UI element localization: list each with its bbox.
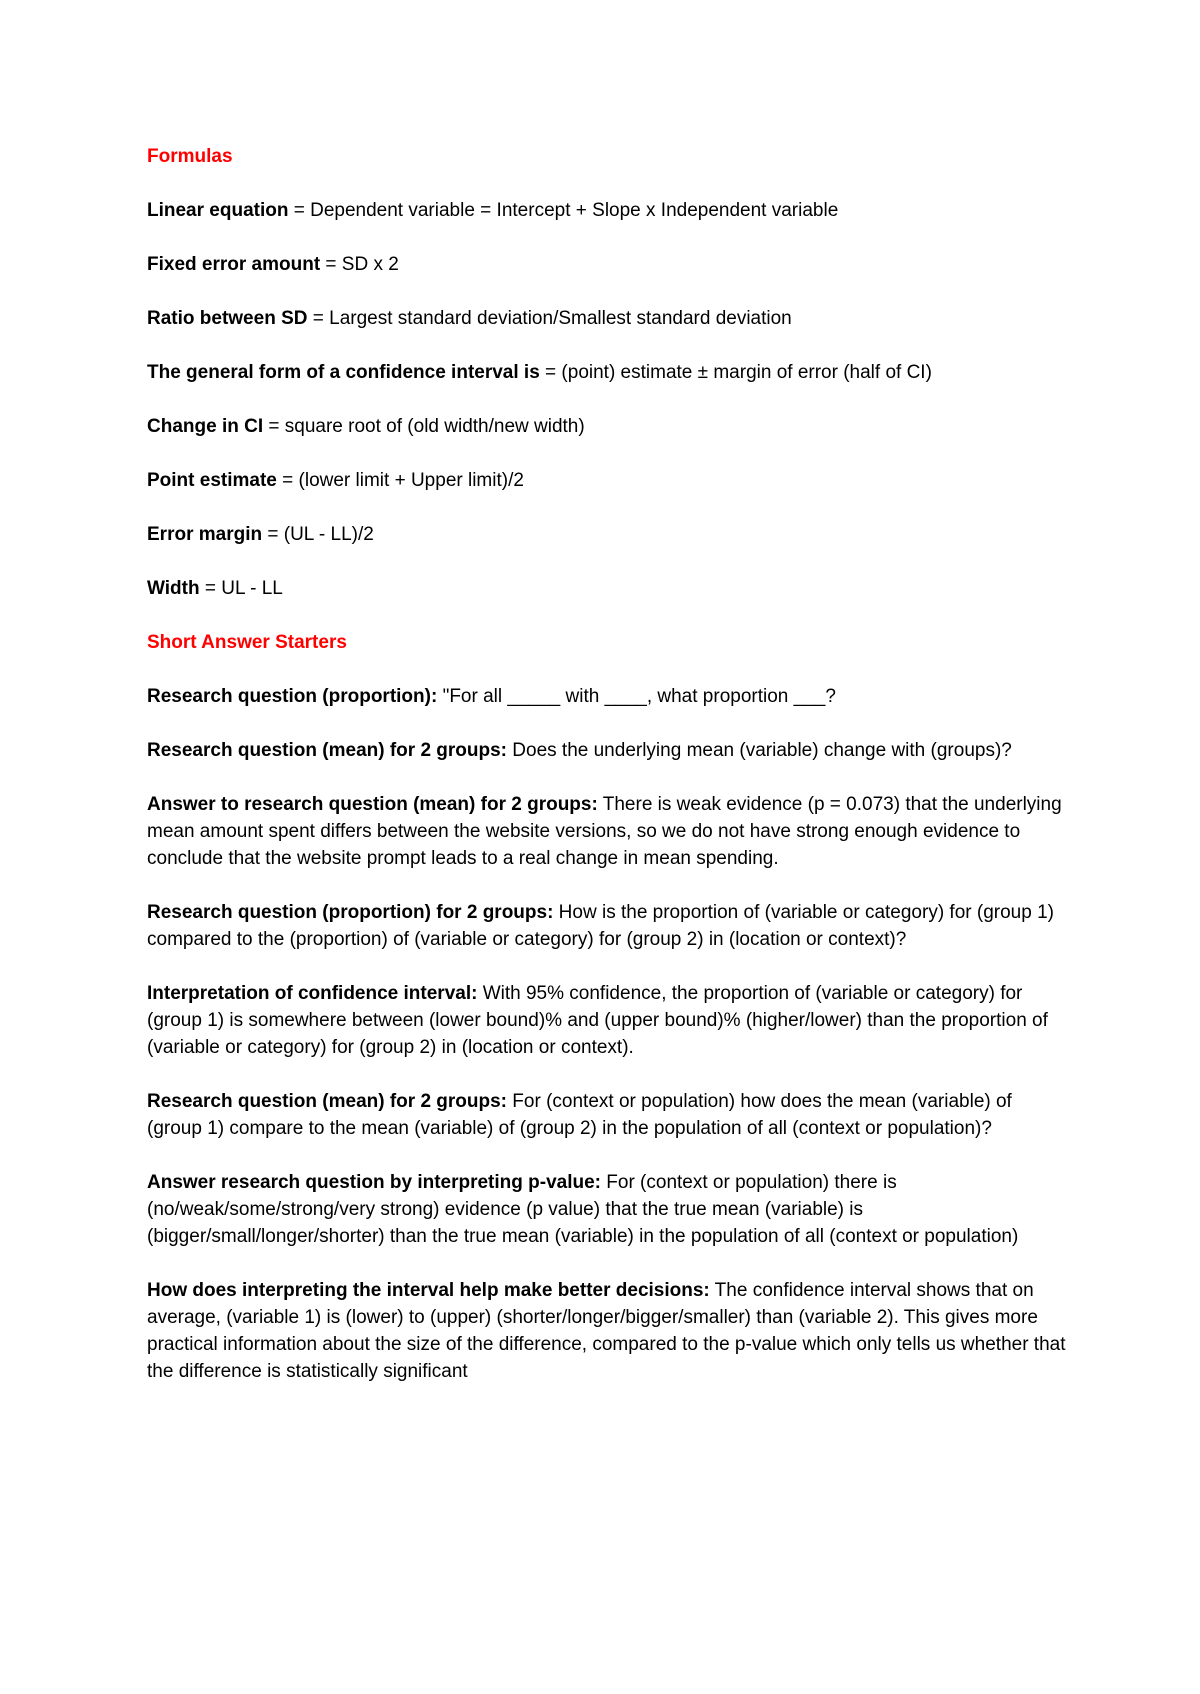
formula-text: = (lower limit + Upper limit)/2 xyxy=(276,470,524,491)
starter-research-question-proportion xyxy=(147,683,1067,710)
formula-ratio-between-sd xyxy=(147,305,1067,332)
formula-change-in-ci xyxy=(147,413,1067,440)
formula-linear-equation xyxy=(147,197,1067,224)
formula-text: = Dependent variable = Intercept + Slope x Independent variable xyxy=(288,200,839,221)
formula-fixed-error-amount xyxy=(147,251,1067,278)
formula-text: = (UL - LL)/2 xyxy=(262,524,374,545)
starter-answer-by-p-value xyxy=(147,1169,1067,1250)
starter-research-question-proportion-2-groups xyxy=(147,899,1067,953)
starter-text: How is the proportion of (variable or category) for (group 1) compared to the (proportion) of (variable or category) for (group 2) in (location or context)? xyxy=(147,902,1054,950)
formulas-heading: Formulas xyxy=(147,146,233,167)
starter-term: How does interpreting the interval help make better decisions: xyxy=(147,1280,710,1301)
starter-research-question-mean-2-groups xyxy=(147,737,1067,764)
starter-text: With 95% confidence, the proportion of (variable or category) for (group 1) is somewhere between (lower bound)% and (upper bound)% (higher/lower) than the proportion of (variable or category) for (group 2) in (location or context). xyxy=(147,983,1048,1058)
formula-width xyxy=(147,575,1067,602)
short-answer-starters-heading: Short Answer Starters xyxy=(147,632,347,653)
starter-term: Research question (mean) for 2 groups: xyxy=(147,1091,508,1112)
formula-term: The general form of a confidence interval is xyxy=(147,362,540,383)
starter-term: Research question (proportion) for 2 groups: xyxy=(147,902,554,923)
starter-text: For (context or population) how does the mean (variable) of (group 1) compare to the mean (variable) of (group 2) in the population of all (context or population)? xyxy=(147,1091,1012,1139)
formula-term: Width xyxy=(147,578,200,599)
starter-text: The confidence interval shows that on average, (variable 1) is (lower) to (upper) (shorter/longer/bigger/smaller) than (variable 2). This gives more practical information about the size of the difference, compared to the p-value which only tells us whether that the difference is statistically significant xyxy=(147,1280,1066,1382)
starter-term: Interpretation of confidence interval: xyxy=(147,983,478,1004)
starter-text: For (context or population) there is (no/weak/some/strong/very strong) evidence (p value) that the true mean (variable) is (bigger/small/longer/shorter) than the true mean (variable) in the population of all (context or population) xyxy=(147,1172,1019,1247)
starter-term: Answer to research question (mean) for 2 groups: xyxy=(147,794,598,815)
starter-term: Answer research question by interpreting p-value: xyxy=(147,1172,601,1193)
document-page xyxy=(147,143,1067,1412)
starter-text: There is weak evidence (p = 0.073) that the underlying mean amount spent differs between the website versions, so we do not have strong enough evidence to conclude that the website prompt leads to a real change in mean spending. xyxy=(147,794,1062,869)
formula-text: = (point) estimate ± margin of error (half of CI) xyxy=(539,362,932,383)
formula-term: Linear equation xyxy=(147,200,289,221)
starter-research-question-mean-2-groups-context xyxy=(147,1088,1067,1142)
formula-term: Point estimate xyxy=(147,470,277,491)
formula-point-estimate xyxy=(147,467,1067,494)
starter-interpretation-confidence-interval xyxy=(147,980,1067,1061)
formula-confidence-interval-form xyxy=(147,359,1067,386)
formula-text: = UL - LL xyxy=(199,578,283,599)
formula-text: = SD x 2 xyxy=(320,254,399,275)
starter-term: Research question (mean) for 2 groups: xyxy=(147,740,508,761)
starter-text: "For all _____ with ____, what proportion ___? xyxy=(437,686,836,707)
formula-text: = square root of (old width/new width) xyxy=(263,416,585,437)
formula-text: = Largest standard deviation/Smallest standard deviation xyxy=(307,308,792,329)
starter-text: Does the underlying mean (variable) change with (groups)? xyxy=(507,740,1012,761)
starter-answer-research-question-mean xyxy=(147,791,1067,872)
formula-term: Ratio between SD xyxy=(147,308,308,329)
formula-term: Change in CI xyxy=(147,416,264,437)
starter-term: Research question (proportion): xyxy=(147,686,438,707)
formula-term: Error margin xyxy=(147,524,263,545)
formula-error-margin xyxy=(147,521,1067,548)
starter-interval-better-decisions xyxy=(147,1277,1067,1385)
formula-term: Fixed error amount xyxy=(147,254,321,275)
